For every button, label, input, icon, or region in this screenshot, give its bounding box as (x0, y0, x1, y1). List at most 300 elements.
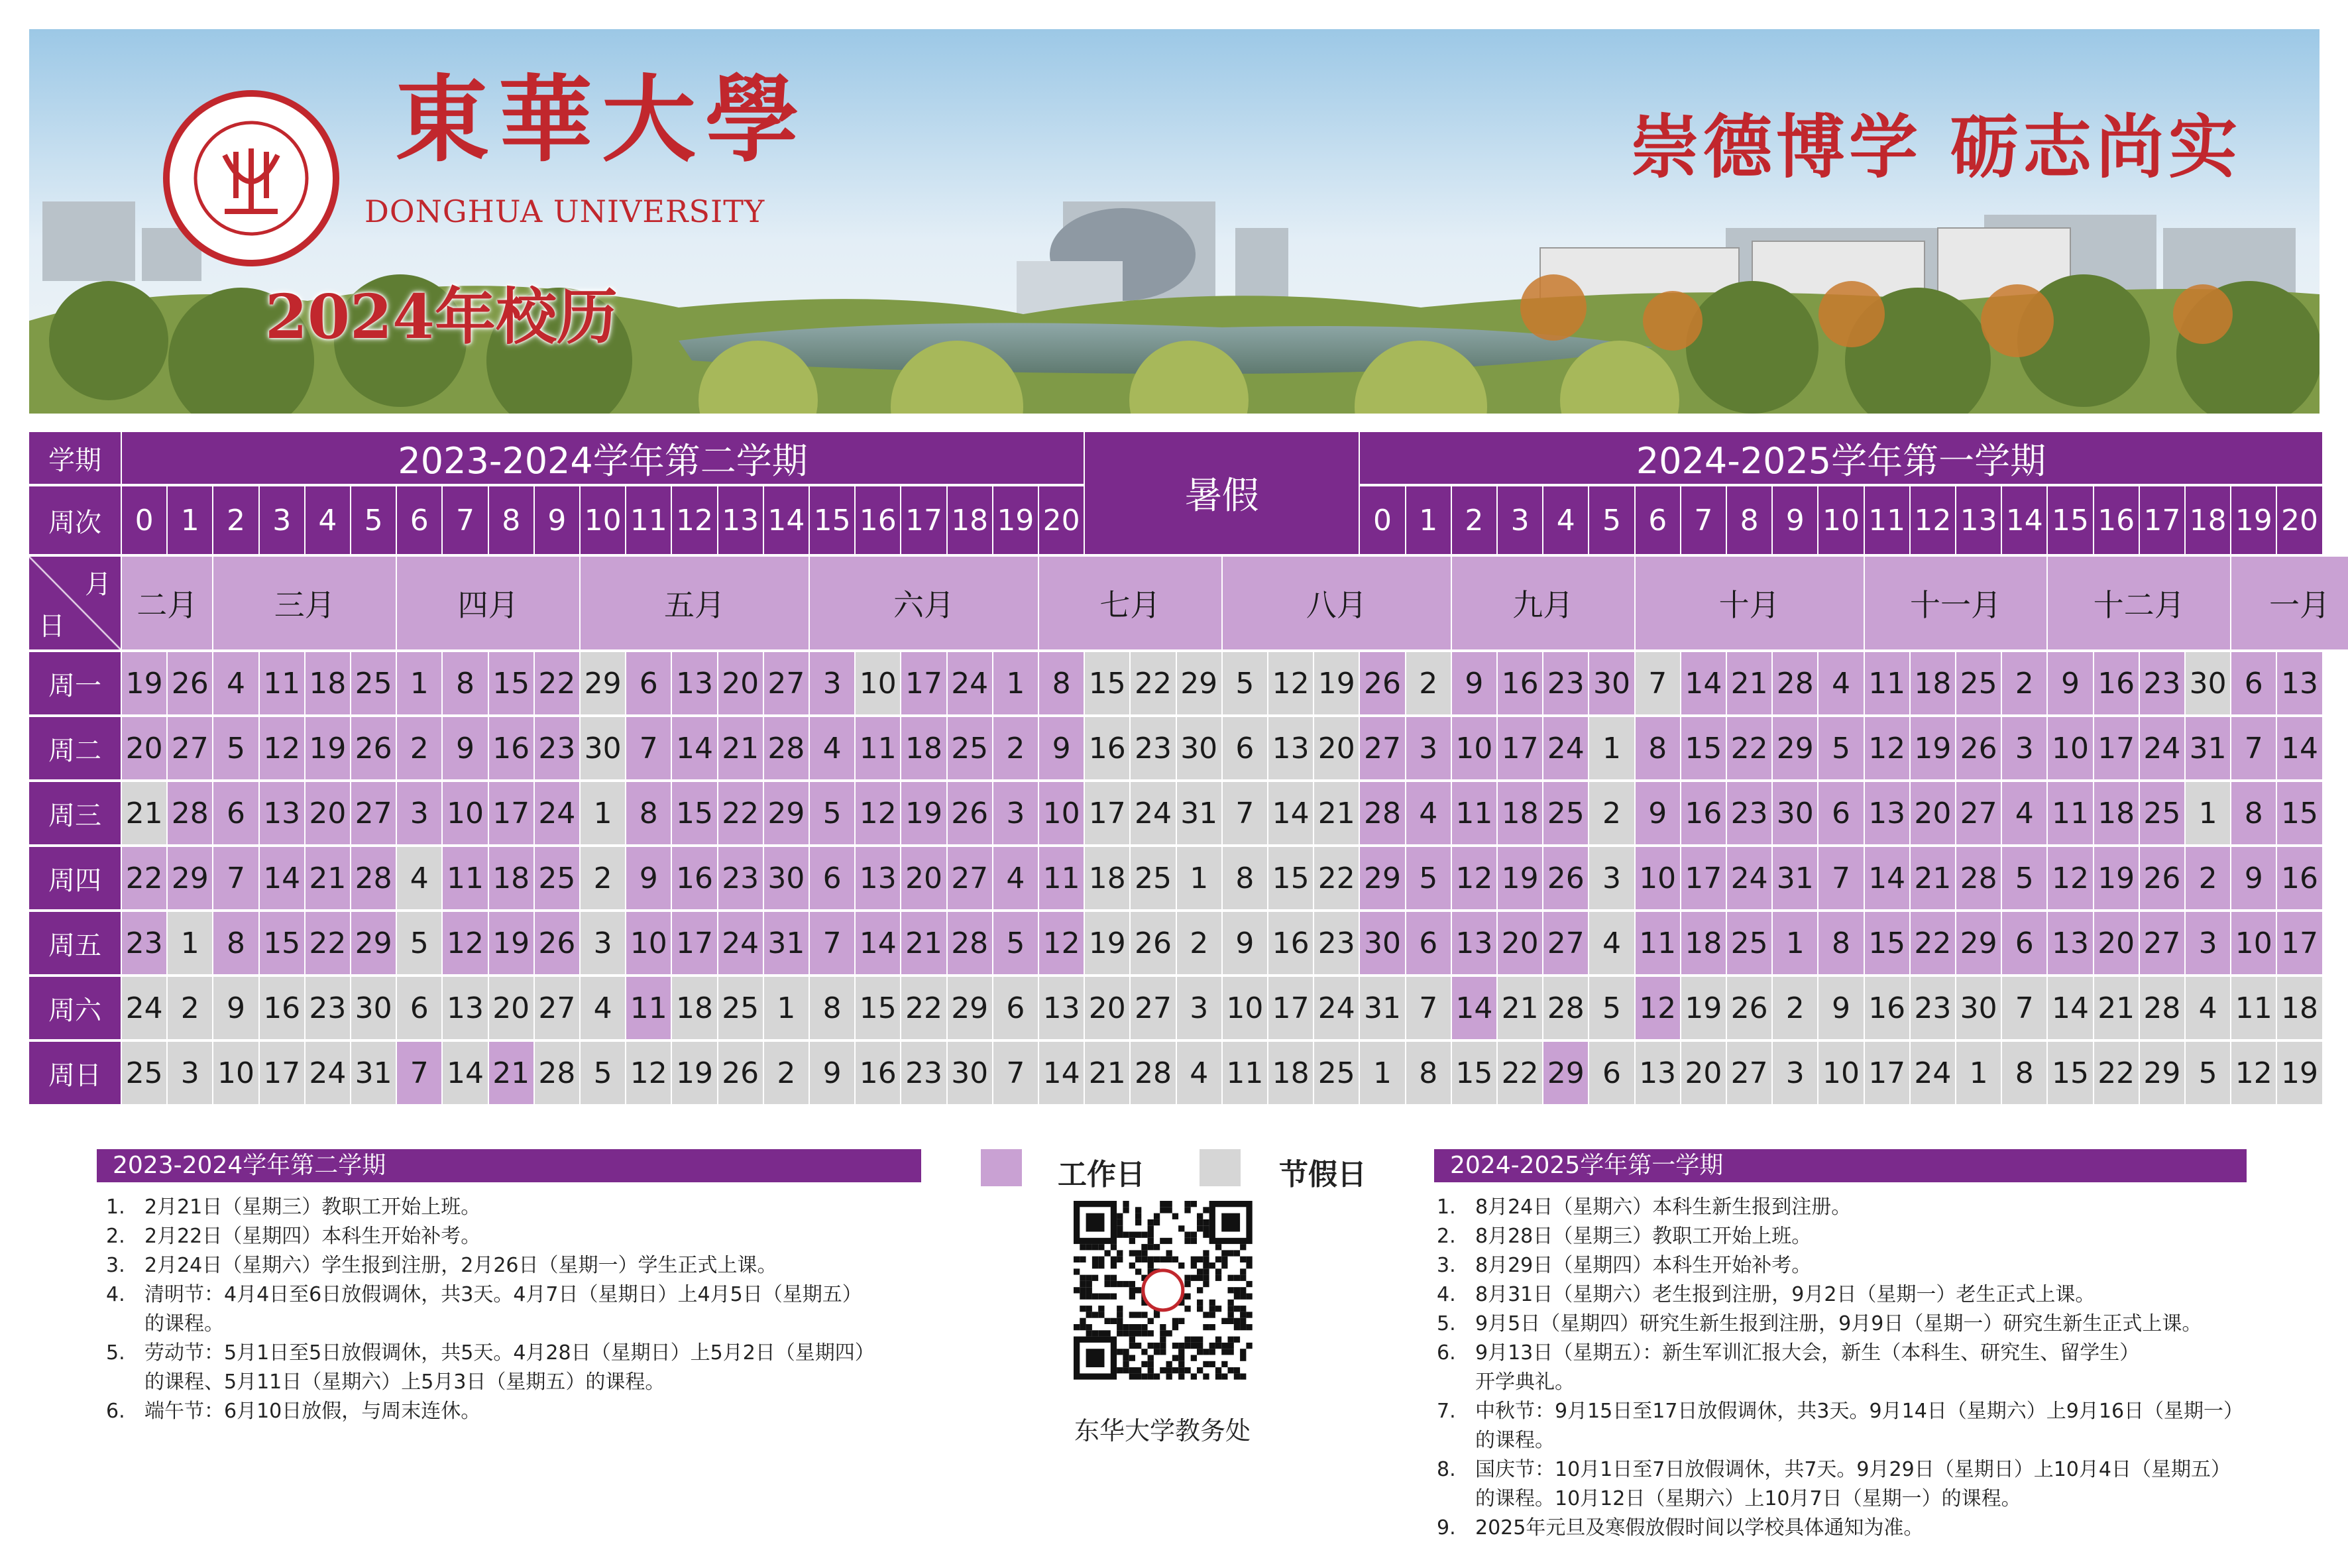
date-cell: 5 (810, 782, 854, 844)
date-cell: 9 (1818, 977, 1863, 1039)
date-cell: 9 (1452, 652, 1496, 714)
note-number (106, 1368, 144, 1397)
date-cell: 3 (168, 1042, 212, 1104)
note-item (1437, 1280, 2345, 1310)
weekday-label: 周日 (29, 1042, 121, 1104)
date-cell: 22 (1131, 652, 1175, 714)
date-cell: 3 (1773, 1042, 1817, 1104)
date-cell: 12 (856, 782, 900, 844)
date-cell: 5 (1818, 717, 1863, 779)
date-cell: 28 (1131, 1042, 1175, 1104)
date-cell: 17 (2277, 912, 2321, 974)
date-cell: 1 (764, 977, 809, 1039)
date-cell: 10 (2231, 912, 2276, 974)
date-cell: 30 (1177, 717, 1221, 779)
date-cell: 4 (2186, 977, 2230, 1039)
week-number: 16 (2094, 486, 2139, 554)
date-cell: 6 (1818, 782, 1863, 844)
date-cell: 21 (718, 717, 763, 779)
date-cell: 18 (2277, 977, 2321, 1039)
date-cell: 21 (1727, 652, 1771, 714)
summer-title: 暑假 (1085, 432, 1359, 554)
date-cell: 4 (1177, 1042, 1221, 1104)
date-cell: 21 (122, 782, 166, 844)
date-cell: 10 (213, 1042, 258, 1104)
note-number: 7. (1437, 1400, 1456, 1423)
note-number: 4. (1437, 1283, 1456, 1306)
date-cell: 30 (1956, 977, 2001, 1039)
note-item (1437, 1455, 2345, 1484)
date-cell: 20 (489, 977, 533, 1039)
note-text: 2025年元旦及寒假放假时间以学校具体通知为准。 (1475, 1516, 1924, 1540)
university-name-en: DONGHUA UNIVERSITY (364, 194, 765, 229)
date-cell: 1 (1360, 1042, 1404, 1104)
date-cell: 15 (2048, 1042, 2092, 1104)
week-number: 0 (122, 486, 166, 554)
date-cell: 15 (260, 912, 304, 974)
week-number: 15 (2048, 486, 2092, 554)
date-cell: 25 (948, 717, 992, 779)
note-number: 2. (106, 1225, 125, 1248)
date-cell: 19 (901, 782, 946, 844)
date-cell: 15 (1268, 847, 1313, 909)
date-cell: 21 (1498, 977, 1542, 1039)
week-number: 10 (1818, 486, 1863, 554)
date-cell: 1 (1956, 1042, 2001, 1104)
date-cell: 11 (1452, 782, 1496, 844)
date-cell: 14 (856, 912, 900, 974)
month-label: 十一月 (1865, 557, 2047, 649)
note-text: 的课程。 (1475, 1429, 1555, 1452)
date-cell: 24 (1543, 717, 1588, 779)
university-name-cn: 東華大學 (395, 65, 809, 175)
date-cell: 11 (443, 847, 487, 909)
semester-label: 学期 (29, 432, 121, 484)
date-cell: 11 (2048, 782, 2092, 844)
qr-code-icon[interactable] (1074, 1201, 1253, 1393)
date-cell: 26 (1360, 652, 1404, 714)
date-cell: 16 (1268, 912, 1313, 974)
note-item (1437, 1339, 2345, 1368)
date-cell: 11 (1039, 847, 1084, 909)
date-cell: 23 (718, 847, 763, 909)
date-cell: 13 (1452, 912, 1496, 974)
week-number: 14 (764, 486, 809, 554)
date-cell: 9 (2048, 652, 2092, 714)
date-cell: 10 (443, 782, 487, 844)
date-cell: 25 (122, 1042, 166, 1104)
date-cell: 5 (1406, 847, 1451, 909)
date-cell: 17 (1268, 977, 1313, 1039)
date-cell: 8 (626, 782, 671, 844)
date-cell: 9 (1636, 782, 1680, 844)
date-cell: 28 (1360, 782, 1404, 844)
weekday-label: 周五 (29, 912, 121, 974)
date-cell: 28 (168, 782, 212, 844)
note-number: 1. (1437, 1196, 1456, 1219)
date-cell: 8 (1223, 847, 1267, 909)
date-cell: 19 (672, 1042, 716, 1104)
date-cell: 20 (718, 652, 763, 714)
date-cell: 28 (535, 1042, 579, 1104)
date-cell: 10 (1452, 717, 1496, 779)
note-number: 3. (1437, 1254, 1456, 1277)
month-label: 一月 (2231, 557, 2348, 649)
date-cell: 12 (2048, 847, 2092, 909)
date-cell: 25 (1543, 782, 1588, 844)
date-cell: 27 (351, 782, 396, 844)
week-number: 7 (443, 486, 487, 554)
calendar-table (29, 432, 2330, 1124)
note-item (1437, 1222, 2345, 1251)
date-cell: 16 (489, 717, 533, 779)
corner-day-label: 日 (38, 611, 65, 642)
date-cell: 29 (351, 912, 396, 974)
date-cell: 18 (1085, 847, 1129, 909)
week-number: 17 (901, 486, 946, 554)
date-cell: 31 (1177, 782, 1221, 844)
date-cell: 16 (1498, 652, 1542, 714)
date-cell: 30 (1589, 652, 1634, 714)
date-cell: 7 (213, 847, 258, 909)
date-cell: 11 (856, 717, 900, 779)
date-cell: 17 (1865, 1042, 1909, 1104)
date-cell: 16 (2094, 652, 2139, 714)
date-cell: 11 (2231, 977, 2276, 1039)
date-cell: 5 (581, 1042, 625, 1104)
date-cell: 29 (1177, 652, 1221, 714)
date-cell: 23 (535, 717, 579, 779)
date-cell: 3 (397, 782, 441, 844)
week-number: 2 (1452, 486, 1496, 554)
date-cell: 27 (948, 847, 992, 909)
legend-work-swatch (981, 1149, 1022, 1186)
note-text: 8月28日（星期三）教职工开始上班。 (1475, 1225, 1812, 1248)
weekday-label: 周六 (29, 977, 121, 1039)
date-cell: 9 (2231, 847, 2276, 909)
date-cell: 17 (1681, 847, 1726, 909)
date-cell: 15 (489, 652, 533, 714)
date-cell: 27 (1727, 1042, 1771, 1104)
note-text: 清明节：4月4日至6日放假调休，共3天。4月7日（星期日）上4月5日（星期五） (144, 1283, 862, 1306)
date-cell: 9 (1223, 912, 1267, 974)
date-cell: 15 (1452, 1042, 1496, 1104)
date-cell: 24 (1131, 782, 1175, 844)
date-cell: 31 (764, 912, 809, 974)
date-cell: 2 (168, 977, 212, 1039)
date-cell: 5 (397, 912, 441, 974)
date-cell: 10 (1039, 782, 1084, 844)
date-cell: 19 (489, 912, 533, 974)
date-cell: 16 (1865, 977, 1909, 1039)
week-number: 4 (306, 486, 350, 554)
month-day-corner (29, 557, 121, 649)
date-cell: 16 (2277, 847, 2321, 909)
week-number: 1 (1406, 486, 1451, 554)
week-number: 6 (1636, 486, 1680, 554)
date-cell: 20 (1314, 717, 1359, 779)
date-cell: 10 (1636, 847, 1680, 909)
date-cell: 29 (1360, 847, 1404, 909)
date-cell: 12 (2231, 1042, 2276, 1104)
date-cell: 20 (122, 717, 166, 779)
date-cell: 13 (2048, 912, 2092, 974)
date-cell: 9 (213, 977, 258, 1039)
date-cell: 10 (1818, 1042, 1863, 1104)
date-cell: 24 (1314, 977, 1359, 1039)
date-cell: 31 (1773, 847, 1817, 909)
week-number: 17 (2140, 486, 2184, 554)
week-number: 13 (1956, 486, 2001, 554)
date-cell: 28 (1543, 977, 1588, 1039)
date-cell: 20 (306, 782, 350, 844)
date-cell: 7 (1818, 847, 1863, 909)
weekday-label: 周一 (29, 652, 121, 714)
week-number: 12 (672, 486, 716, 554)
note-item (1437, 1193, 2345, 1222)
note-text: 的课程。 (144, 1312, 224, 1335)
month-label: 六月 (810, 557, 1038, 649)
date-cell: 4 (581, 977, 625, 1039)
date-cell: 3 (2002, 717, 2046, 779)
note-text: 2月21日（星期三）教职工开始上班。 (144, 1196, 481, 1219)
date-cell: 9 (626, 847, 671, 909)
date-cell: 25 (718, 977, 763, 1039)
note-number (106, 1310, 144, 1339)
date-cell: 24 (1727, 847, 1771, 909)
date-cell: 12 (1452, 847, 1496, 909)
note-number: 3. (106, 1254, 125, 1277)
date-cell: 17 (1498, 717, 1542, 779)
date-cell: 17 (2094, 717, 2139, 779)
note-number (1437, 1368, 1475, 1397)
calendar-title: 2024年校历 (265, 281, 618, 353)
date-cell: 1 (581, 782, 625, 844)
date-cell: 7 (397, 1042, 441, 1104)
date-cell: 17 (489, 782, 533, 844)
date-cell: 22 (2094, 1042, 2139, 1104)
date-cell: 20 (901, 847, 946, 909)
date-cell: 19 (306, 717, 350, 779)
date-cell: 6 (1406, 912, 1451, 974)
note-text: 的课程。10月12日（星期六）上10月7日（星期一）的课程。 (1475, 1487, 2021, 1510)
date-cell: 6 (1589, 1042, 1634, 1104)
date-cell: 13 (672, 652, 716, 714)
date-cell: 8 (443, 652, 487, 714)
note-item (1437, 1426, 2345, 1455)
date-cell: 2 (2186, 847, 2230, 909)
date-cell: 21 (489, 1042, 533, 1104)
date-cell: 8 (2231, 782, 2276, 844)
date-cell: 2 (1589, 782, 1634, 844)
date-cell: 6 (2231, 652, 2276, 714)
date-cell: 8 (1636, 717, 1680, 779)
date-cell: 23 (1314, 912, 1359, 974)
week-number: 13 (718, 486, 763, 554)
date-cell: 18 (1498, 782, 1542, 844)
date-cell: 8 (810, 977, 854, 1039)
month-label: 十二月 (2048, 557, 2230, 649)
week-number: 9 (535, 486, 579, 554)
date-cell: 27 (1360, 717, 1404, 779)
month-label: 十月 (1636, 557, 1864, 649)
date-cell: 24 (122, 977, 166, 1039)
date-cell: 2 (397, 717, 441, 779)
sem2-notes-title: 2023-2024学年第二学期 (97, 1149, 921, 1182)
university-motto: 崇德博学 砺志尚实 (1630, 106, 2242, 188)
date-cell: 17 (672, 912, 716, 974)
date-cell: 3 (993, 782, 1038, 844)
date-cell: 7 (2231, 717, 2276, 779)
date-cell: 22 (901, 977, 946, 1039)
note-text: 的课程、5月11日（星期六）上5月3日（星期五）的课程。 (144, 1371, 665, 1394)
date-cell: 18 (489, 847, 533, 909)
week-number: 7 (1681, 486, 1726, 554)
month-label: 七月 (1039, 557, 1221, 649)
date-cell: 4 (1818, 652, 1863, 714)
date-cell: 30 (948, 1042, 992, 1104)
note-number: 6. (106, 1400, 125, 1423)
note-text: 9月5日（星期四）研究生新生报到注册，9月9日（星期一）研究生新生正式上课。 (1475, 1312, 2202, 1335)
date-cell: 6 (2002, 912, 2046, 974)
date-cell: 2 (1177, 912, 1221, 974)
date-cell: 12 (1865, 717, 1909, 779)
note-number: 9. (1437, 1516, 1456, 1540)
note-number (1437, 1426, 1475, 1455)
sem1-title: 2024-2025学年第一学期 (1360, 432, 2321, 484)
date-cell: 14 (672, 717, 716, 779)
week-number: 19 (2231, 486, 2276, 554)
week-number: 14 (2002, 486, 2046, 554)
date-cell: 4 (810, 717, 854, 779)
week-number: 18 (2186, 486, 2230, 554)
date-cell: 11 (1636, 912, 1680, 974)
weekday-label: 周二 (29, 717, 121, 779)
date-cell: 14 (260, 847, 304, 909)
month-label: 三月 (213, 557, 396, 649)
date-cell: 26 (535, 912, 579, 974)
note-item (106, 1222, 968, 1251)
date-cell: 11 (1223, 1042, 1267, 1104)
date-cell: 29 (764, 782, 809, 844)
date-cell: 27 (1131, 977, 1175, 1039)
date-cell: 9 (1039, 717, 1084, 779)
date-cell: 7 (1223, 782, 1267, 844)
note-item (1437, 1368, 2345, 1397)
date-cell: 24 (2140, 717, 2184, 779)
week-number: 8 (489, 486, 533, 554)
note-text: 8月24日（星期六）本科生新生报到注册。 (1475, 1196, 1852, 1219)
date-cell: 28 (351, 847, 396, 909)
month-label: 二月 (122, 557, 212, 649)
month-label: 九月 (1452, 557, 1634, 649)
legend-holiday-label: 节假日 (1279, 1158, 1367, 1192)
note-text: 2月22日（星期四）本科生开始补考。 (144, 1225, 481, 1248)
date-cell: 19 (122, 652, 166, 714)
date-cell: 11 (260, 652, 304, 714)
note-number: 4. (106, 1283, 125, 1306)
date-cell: 19 (2094, 847, 2139, 909)
date-cell: 31 (1360, 977, 1404, 1039)
date-cell: 21 (1085, 1042, 1129, 1104)
date-cell: 10 (856, 652, 900, 714)
date-cell: 26 (1543, 847, 1588, 909)
date-cell: 18 (1268, 1042, 1313, 1104)
date-cell: 19 (1911, 717, 1955, 779)
sem2-notes-list (106, 1193, 968, 1426)
week-number: 18 (948, 486, 992, 554)
date-cell: 23 (1911, 977, 1955, 1039)
week-label: 周次 (29, 486, 121, 554)
date-cell: 7 (1636, 652, 1680, 714)
date-cell: 21 (901, 912, 946, 974)
date-cell: 7 (993, 1042, 1038, 1104)
date-cell: 26 (1131, 912, 1175, 974)
date-cell: 3 (1406, 717, 1451, 779)
date-cell: 29 (2140, 1042, 2184, 1104)
sem2-title: 2023-2024学年第二学期 (122, 432, 1084, 484)
note-item (106, 1251, 968, 1280)
note-item (1437, 1251, 2345, 1280)
date-cell: 18 (2094, 782, 2139, 844)
date-cell: 28 (1956, 847, 2001, 909)
date-cell: 1 (1773, 912, 1817, 974)
date-cell: 18 (1911, 652, 1955, 714)
date-cell: 14 (2048, 977, 2092, 1039)
date-cell: 9 (810, 1042, 854, 1104)
date-cell: 2 (2002, 652, 2046, 714)
date-cell: 20 (1085, 977, 1129, 1039)
date-cell: 1 (1177, 847, 1221, 909)
date-cell: 28 (1773, 652, 1817, 714)
date-cell: 4 (213, 652, 258, 714)
month-label: 五月 (581, 557, 809, 649)
date-cell: 10 (2048, 717, 2092, 779)
note-number: 6. (1437, 1341, 1456, 1365)
week-number: 1 (168, 486, 212, 554)
date-cell: 27 (535, 977, 579, 1039)
week-number: 12 (1911, 486, 1955, 554)
date-cell: 22 (1314, 847, 1359, 909)
note-text: 8月31日（星期六）老生报到注册，9月2日（星期一）老生正式上课。 (1475, 1283, 2096, 1306)
date-cell: 12 (626, 1042, 671, 1104)
date-cell: 17 (901, 652, 946, 714)
week-number: 11 (626, 486, 671, 554)
date-cell: 1 (397, 652, 441, 714)
date-cell: 13 (856, 847, 900, 909)
note-text: 9月13日（星期五）：新生军训汇报大会，新生（本科生、研究生、留学生） (1475, 1341, 2140, 1365)
note-item (106, 1193, 968, 1222)
date-cell: 26 (351, 717, 396, 779)
date-cell: 1 (1589, 717, 1634, 779)
date-cell: 3 (1177, 977, 1221, 1039)
date-cell: 29 (1956, 912, 2001, 974)
note-number: 5. (106, 1341, 125, 1365)
week-number: 15 (810, 486, 854, 554)
date-cell: 4 (993, 847, 1038, 909)
date-cell: 2 (1773, 977, 1817, 1039)
date-cell: 15 (2277, 782, 2321, 844)
date-cell: 17 (1085, 782, 1129, 844)
date-cell: 26 (1727, 977, 1771, 1039)
date-cell: 3 (1589, 847, 1634, 909)
date-cell: 5 (2186, 1042, 2230, 1104)
university-seal-icon (162, 89, 341, 268)
week-number: 6 (397, 486, 441, 554)
date-cell: 28 (764, 717, 809, 779)
week-number: 8 (1727, 486, 1771, 554)
week-number: 20 (1039, 486, 1084, 554)
